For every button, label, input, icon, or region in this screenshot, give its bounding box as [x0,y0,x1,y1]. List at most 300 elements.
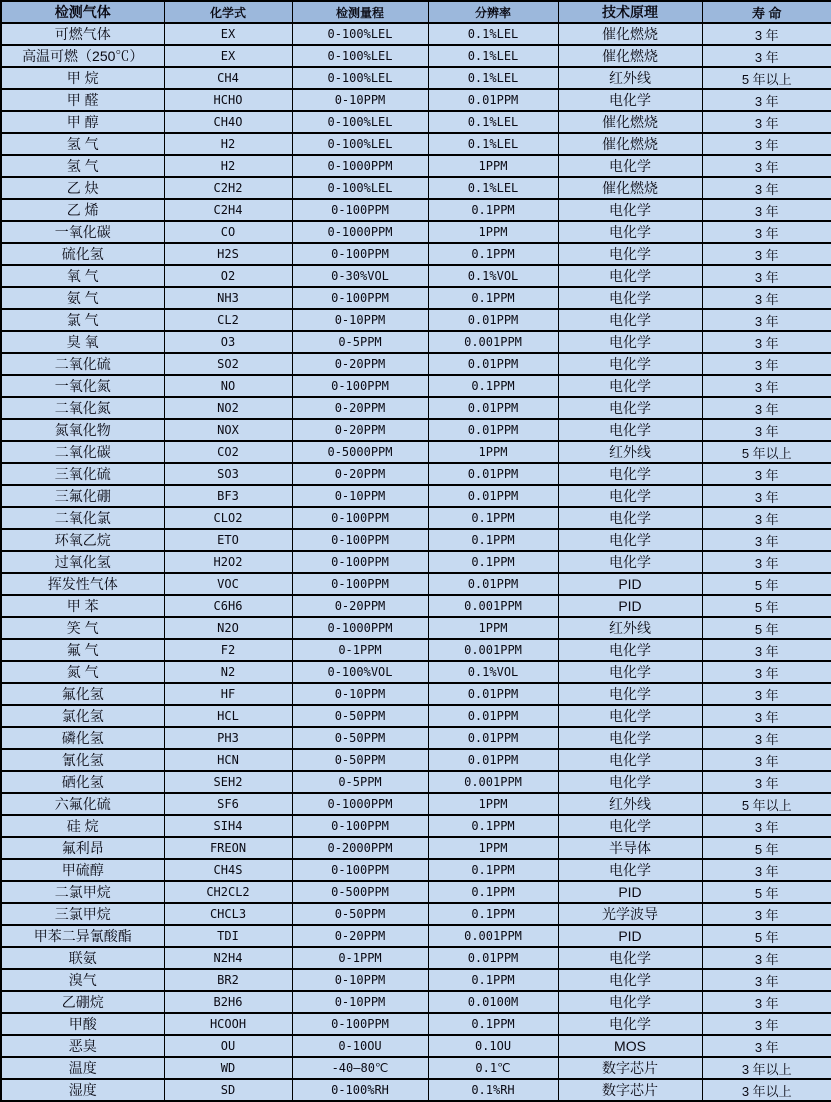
table-cell: 0-10PPM [292,683,428,705]
table-cell: N2 [164,661,292,683]
table-cell: 温度 [1,1057,164,1079]
table-row [1,89,831,111]
table-cell: CL2 [164,309,292,331]
table-cell: 3 年 [702,331,831,353]
table-cell: 氯 气 [1,309,164,331]
table-cell: 0-500PPM [292,881,428,903]
table-cell: HCHO [164,89,292,111]
table-cell: 3 年 [702,969,831,991]
table-cell: 1PPM [428,155,558,177]
table-row [1,705,831,727]
table-cell: N2H4 [164,947,292,969]
table-cell: 电化学 [558,419,702,441]
table-cell: 0.1PPM [428,287,558,309]
table-cell: 0.1PPM [428,815,558,837]
table-cell: 3 年 [702,23,831,45]
table-cell: 电化学 [558,1013,702,1035]
table-cell: 甲苯二异氰酸酯 [1,925,164,947]
table-cell: SO3 [164,463,292,485]
table-cell: 3 年 [702,947,831,969]
table-cell: 0-1000PPM [292,155,428,177]
table-cell: 红外线 [558,617,702,639]
table-cell: 3 年 [702,661,831,683]
table-cell: 臭 氧 [1,331,164,353]
table-cell: 3 年 [702,749,831,771]
table-row [1,749,831,771]
table-cell: PID [558,595,702,617]
table-cell: SD [164,1079,292,1101]
table-cell: 电化学 [558,727,702,749]
table-row [1,727,831,749]
table-cell: 0.01PPM [428,573,558,595]
table-cell: 电化学 [558,749,702,771]
table-cell: 电化学 [558,309,702,331]
table-cell: 0-100%LEL [292,67,428,89]
table-row [1,1013,831,1035]
table-cell: 数字芯片 [558,1057,702,1079]
table-cell: 0.1PPM [428,529,558,551]
table-cell: 过氧化氢 [1,551,164,573]
table-cell: 0-100%VOL [292,661,428,683]
table-cell: 3 年 [702,683,831,705]
table-cell: 红外线 [558,441,702,463]
table-cell: 笑 气 [1,617,164,639]
table-cell: 0-20PPM [292,353,428,375]
table-cell: 0-50PPM [292,903,428,925]
table-cell: 高温可燃（250℃） [1,45,164,67]
table-cell: 可燃气体 [1,23,164,45]
table-cell: 3 年 [702,639,831,661]
table-cell: 电化学 [558,463,702,485]
table-row [1,1079,831,1101]
table-row [1,529,831,551]
table-cell: 0.01PPM [428,485,558,507]
table-cell: CLO2 [164,507,292,529]
table-cell: 硒化氢 [1,771,164,793]
table-cell: 0-20PPM [292,925,428,947]
table-cell: HCOOH [164,1013,292,1035]
table-cell: TDI [164,925,292,947]
table-cell: 红外线 [558,67,702,89]
table-cell: NH3 [164,287,292,309]
table-cell: 3 年 [702,45,831,67]
table-cell: 甲硫醇 [1,859,164,881]
table-cell: 光学波导 [558,903,702,925]
table-cell: OU [164,1035,292,1057]
table-cell: -40—80℃ [292,1057,428,1079]
table-cell: 0-5PPM [292,331,428,353]
table-row [1,243,831,265]
table-cell: C6H6 [164,595,292,617]
table-cell: 3 年 [702,727,831,749]
table-row [1,947,831,969]
table-cell: 溴气 [1,969,164,991]
table-cell: 0-100PPM [292,551,428,573]
table-row [1,133,831,155]
table-cell: 乙硼烷 [1,991,164,1013]
table-cell: 0-100PPM [292,199,428,221]
table-cell: 0.001PPM [428,639,558,661]
table-cell: 0-30%VOL [292,265,428,287]
table-cell: 0.001PPM [428,925,558,947]
table-cell: 催化燃烧 [558,23,702,45]
table-cell: 0.001PPM [428,595,558,617]
table-row [1,397,831,419]
table-row [1,881,831,903]
table-cell: 电化学 [558,771,702,793]
table-row [1,419,831,441]
table-cell: 0.1PPM [428,243,558,265]
table-cell: 电化学 [558,485,702,507]
table-cell: 3 年 [702,485,831,507]
table-cell: FREON [164,837,292,859]
table-row [1,441,831,463]
table-cell: 电化学 [558,529,702,551]
table-cell: 0.01PPM [428,463,558,485]
table-cell: 0-10PPM [292,89,428,111]
table-cell: 3 年 [702,111,831,133]
table-cell: 催化燃烧 [558,177,702,199]
table-cell: 3 年 [702,309,831,331]
table-cell: 0-10PPM [292,485,428,507]
table-cell: 电化学 [558,265,702,287]
table-cell: 3 年 [702,771,831,793]
table-cell: 电化学 [558,155,702,177]
table-cell: 电化学 [558,705,702,727]
table-cell: 5 年以上 [702,441,831,463]
table-cell: 3 年 [702,551,831,573]
table-cell: 一氧化氮 [1,375,164,397]
table-cell: HCL [164,705,292,727]
table-cell: 0-100PPM [292,529,428,551]
table-cell: 0-100%RH [292,1079,428,1101]
table-cell: 二氧化硫 [1,353,164,375]
table-cell: SF6 [164,793,292,815]
table-cell: N2O [164,617,292,639]
table-cell: 电化学 [558,375,702,397]
table-cell: SO2 [164,353,292,375]
table-row [1,617,831,639]
table-cell: 0.1PPM [428,859,558,881]
table-cell: 电化学 [558,639,702,661]
table-cell: 甲 烷 [1,67,164,89]
table-cell: MOS [558,1035,702,1057]
table-cell: 甲 醛 [1,89,164,111]
table-row [1,639,831,661]
table-cell: 3 年 [702,265,831,287]
table-cell: CO [164,221,292,243]
table-row [1,309,831,331]
table-cell: 0-100PPM [292,815,428,837]
table-row [1,1057,831,1079]
table-cell: 3 年 [702,177,831,199]
table-cell: 甲 苯 [1,595,164,617]
table-cell: 3 年 [702,991,831,1013]
table-cell: 3 年 [702,375,831,397]
table-cell: 0.01PPM [428,89,558,111]
table-cell: 挥发性气体 [1,573,164,595]
table-cell: CH4 [164,67,292,89]
table-cell: 0.1%RH [428,1079,558,1101]
table-cell: 电化学 [558,551,702,573]
table-cell: 二氧化氮 [1,397,164,419]
table-cell: 5 年 [702,617,831,639]
table-cell: PID [558,881,702,903]
table-cell: 3 年 [702,1035,831,1057]
table-cell: 3 年 [702,1013,831,1035]
table-cell: 3 年以上 [702,1057,831,1079]
table-cell: 5 年 [702,573,831,595]
table-row [1,1035,831,1057]
table-cell: 0.001PPM [428,331,558,353]
table-row [1,111,831,133]
table-cell: H2S [164,243,292,265]
table-cell: 0-20PPM [292,595,428,617]
table-cell: 乙 炔 [1,177,164,199]
table-cell: 1PPM [428,793,558,815]
table-cell: 电化学 [558,199,702,221]
table-cell: CO2 [164,441,292,463]
table-cell: 电化学 [558,947,702,969]
table-cell: 电化学 [558,287,702,309]
table-cell: F2 [164,639,292,661]
table-cell: 0.001PPM [428,771,558,793]
table-cell: 催化燃烧 [558,111,702,133]
table-cell: 0-100PPM [292,375,428,397]
table-cell: 磷化氢 [1,727,164,749]
table-cell: 3 年 [702,243,831,265]
table-cell: H2 [164,155,292,177]
table-row [1,353,831,375]
table-cell: 3 年 [702,705,831,727]
table-cell: WD [164,1057,292,1079]
table-cell: PH3 [164,727,292,749]
column-header-formula: 化学式 [164,1,292,23]
table-cell: 0.1%LEL [428,67,558,89]
table-cell: 3 年 [702,419,831,441]
table-cell: PID [558,573,702,595]
table-cell: 催化燃烧 [558,133,702,155]
table-cell: 0-100PPM [292,287,428,309]
table-row [1,859,831,881]
table-cell: 0.1PPM [428,507,558,529]
table-cell: 氟利昂 [1,837,164,859]
table-cell: 3 年 [702,199,831,221]
table-row [1,287,831,309]
table-cell: 二氧化氯 [1,507,164,529]
table-cell: NO [164,375,292,397]
table-cell: 3 年 [702,529,831,551]
table-cell: SIH4 [164,815,292,837]
table-cell: 0-2000PPM [292,837,428,859]
table-cell: 环氧乙烷 [1,529,164,551]
table-cell: CH2CL2 [164,881,292,903]
table-cell: 氨 气 [1,287,164,309]
table-cell: O2 [164,265,292,287]
table-cell: 三氟化硼 [1,485,164,507]
table-cell: 电化学 [558,331,702,353]
table-cell: HF [164,683,292,705]
table-cell: 氧 气 [1,265,164,287]
table-cell: 5 年 [702,837,831,859]
table-cell: 3 年 [702,133,831,155]
table-cell: 红外线 [558,793,702,815]
table-cell: 0.01PPM [428,309,558,331]
table-row [1,991,831,1013]
table-cell: 5 年以上 [702,793,831,815]
table-cell: BR2 [164,969,292,991]
table-cell: 0.1PPM [428,199,558,221]
table-cell: 0.1%VOL [428,661,558,683]
table-cell: HCN [164,749,292,771]
table-cell: 电化学 [558,243,702,265]
table-cell: 3 年 [702,903,831,925]
column-header-gas: 检测气体 [1,1,164,23]
table-cell: 0.1℃ [428,1057,558,1079]
table-cell: 0.01PPM [428,727,558,749]
table-cell: 氮氧化物 [1,419,164,441]
table-cell: 5 年以上 [702,67,831,89]
table-cell: CHCL3 [164,903,292,925]
table-cell: 0.1PPM [428,903,558,925]
table-cell: 0.0100M [428,991,558,1013]
table-cell: 3 年 [702,397,831,419]
table-cell: C2H4 [164,199,292,221]
table-row [1,221,831,243]
table-cell: 湿度 [1,1079,164,1101]
table-cell: 电化学 [558,397,702,419]
table-cell: 0.1%LEL [428,111,558,133]
table-row [1,661,831,683]
table-cell: 二氯甲烷 [1,881,164,903]
table-row [1,331,831,353]
table-cell: 0.1%LEL [428,133,558,155]
table-row [1,23,831,45]
table-cell: 0.1OU [428,1035,558,1057]
table-row [1,903,831,925]
table-cell: 0-100%LEL [292,133,428,155]
table-cell: 5 年 [702,925,831,947]
column-header-resolution: 分辨率 [428,1,558,23]
table-cell: 0-1PPM [292,947,428,969]
table-cell: 3 年 [702,89,831,111]
table-cell: 3 年以上 [702,1079,831,1101]
table-cell: EX [164,23,292,45]
table-cell: 0.01PPM [428,947,558,969]
table-cell: 0.1%LEL [428,23,558,45]
table-row [1,199,831,221]
table-row [1,485,831,507]
table-cell: 0-10PPM [292,969,428,991]
table-cell: BF3 [164,485,292,507]
table-cell: 0-50PPM [292,705,428,727]
table-cell: ETO [164,529,292,551]
table-cell: 三氧化硫 [1,463,164,485]
table-cell: 氢 气 [1,155,164,177]
table-row [1,969,831,991]
table-cell: 5 年 [702,881,831,903]
table-row [1,507,831,529]
column-header-lifespan: 寿 命 [702,1,831,23]
table-cell: 氟 气 [1,639,164,661]
table-cell: 3 年 [702,353,831,375]
table-cell: 0.1%VOL [428,265,558,287]
table-cell: 1PPM [428,837,558,859]
table-cell: 0-100%LEL [292,23,428,45]
table-cell: 0.1PPM [428,551,558,573]
table-cell: 0-1PPM [292,639,428,661]
column-header-range: 检测量程 [292,1,428,23]
table-cell: 甲酸 [1,1013,164,1035]
table-cell: 0-50PPM [292,749,428,771]
table-cell: 0.01PPM [428,397,558,419]
table-cell: 3 年 [702,859,831,881]
table-cell: 0-20PPM [292,463,428,485]
table-cell: 硅 烷 [1,815,164,837]
table-cell: 电化学 [558,991,702,1013]
table-cell: 0-5PPM [292,771,428,793]
header-row [1,1,831,23]
table-cell: 0.1PPM [428,881,558,903]
column-header-principle: 技术原理 [558,1,702,23]
table-cell: 电化学 [558,89,702,111]
table-cell: 甲 醇 [1,111,164,133]
table-cell: 0-10PPM [292,309,428,331]
table-cell: 0-50PPM [292,727,428,749]
table-cell: 0.01PPM [428,749,558,771]
table-cell: H2 [164,133,292,155]
table-cell: 0-1000PPM [292,793,428,815]
table-cell: 0-1000PPM [292,221,428,243]
table-row [1,573,831,595]
table-cell: 0-5000PPM [292,441,428,463]
table-cell: 3 年 [702,815,831,837]
table-cell: B2H6 [164,991,292,1013]
table-row [1,463,831,485]
table-cell: 三氯甲烷 [1,903,164,925]
table-row [1,155,831,177]
table-cell: 二氧化碳 [1,441,164,463]
table-cell: 氮 气 [1,661,164,683]
table-cell: 3 年 [702,507,831,529]
table-cell: 0-100PPM [292,573,428,595]
table-cell: 0-100PPM [292,859,428,881]
table-cell: 氯化氢 [1,705,164,727]
table-row [1,67,831,89]
table-cell: C2H2 [164,177,292,199]
table-cell: NO2 [164,397,292,419]
table-cell: 恶臭 [1,1035,164,1057]
table-cell: 催化燃烧 [558,45,702,67]
table-cell: 电化学 [558,683,702,705]
table-cell: O3 [164,331,292,353]
table-cell: 六氟化硫 [1,793,164,815]
table-cell: 电化学 [558,353,702,375]
table-row [1,265,831,287]
table-cell: 0-100%LEL [292,177,428,199]
table-row [1,177,831,199]
table-cell: 0.1PPM [428,1013,558,1035]
table-cell: 0.01PPM [428,683,558,705]
table-body [1,23,831,1101]
table-cell: 3 年 [702,287,831,309]
table-cell: 联氨 [1,947,164,969]
table-cell: 氢 气 [1,133,164,155]
table-cell: 0-100PPM [292,507,428,529]
table-cell: SEH2 [164,771,292,793]
table-cell: 0.01PPM [428,353,558,375]
table-row [1,45,831,67]
